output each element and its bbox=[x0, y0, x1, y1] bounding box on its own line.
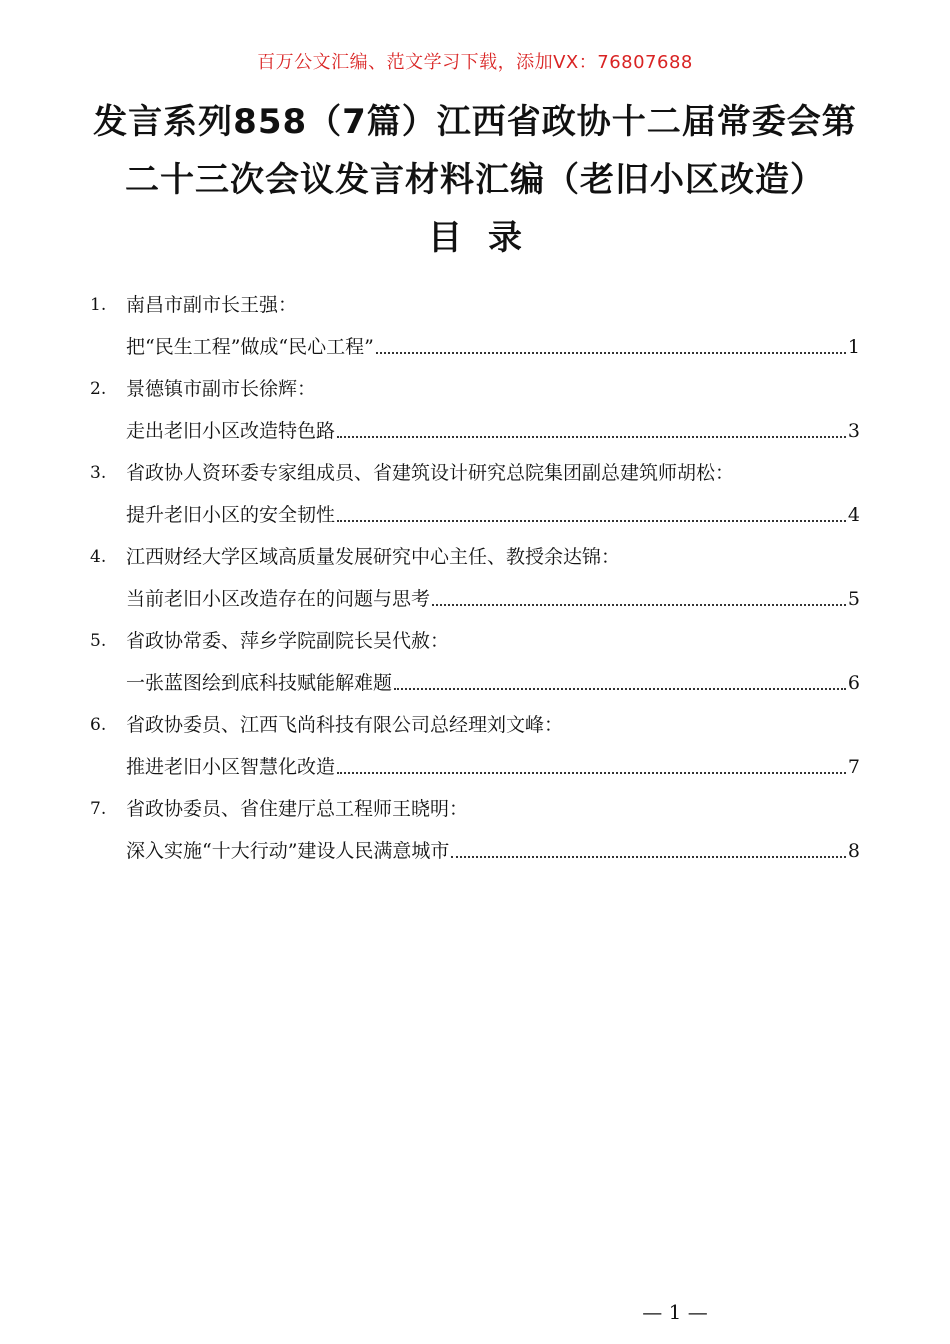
page-number bbox=[0, 1300, 950, 1324]
toc-entry[interactable] bbox=[90, 284, 860, 368]
toc-dot-leader bbox=[337, 746, 846, 774]
title-line-1: 发言系列858（7篇）江西省政协十二届常委会第 bbox=[93, 102, 857, 142]
toc-entry-title: 提升老旧小区的安全韧性 bbox=[126, 504, 336, 526]
toc-entry-page: 8 bbox=[847, 840, 860, 862]
toc-entry-number: 6. bbox=[90, 715, 107, 735]
toc-entry-number: 7. bbox=[90, 799, 107, 819]
toc-entry[interactable] bbox=[90, 452, 860, 536]
toc-entry-page: 7 bbox=[847, 756, 860, 778]
toc-entry-page: 1 bbox=[847, 336, 860, 358]
toc-entry-heading bbox=[90, 452, 860, 494]
toc-entry[interactable] bbox=[90, 536, 860, 620]
title-line-2: 二十三次会议发言材料汇编（老旧小区改造） bbox=[125, 160, 825, 200]
toc-dot-leader bbox=[337, 410, 846, 438]
toc-entry[interactable] bbox=[90, 704, 860, 788]
toc-entry-number: 1. bbox=[90, 295, 107, 315]
toc-entry-speaker: 省政协常委、萍乡学院副院长吴代赦： bbox=[126, 630, 450, 652]
toc-entry-speaker: 省政协委员、省住建厅总工程师王晓明： bbox=[126, 798, 469, 820]
toc-entry-number: 4. bbox=[90, 547, 107, 567]
toc-entry-number: 3. bbox=[90, 463, 107, 483]
toc-entry-page: 3 bbox=[847, 420, 860, 442]
toc-entry-speaker: 景德镇市副市长徐辉： bbox=[126, 378, 317, 400]
toc-dot-leader bbox=[394, 662, 846, 690]
toc-entry[interactable] bbox=[90, 368, 860, 452]
toc-entry-detail bbox=[90, 410, 860, 452]
toc-entry-title: 深入实施“十大行动”建设人民满意城市 bbox=[126, 840, 450, 862]
toc-entry-speaker: 江西财经大学区域高质量发展研究中心主任、教授余达锦： bbox=[126, 546, 621, 568]
page-number-text: — 1 — bbox=[642, 1300, 708, 1324]
table-of-contents bbox=[90, 284, 860, 872]
toc-entry-page: 5 bbox=[847, 588, 860, 610]
toc-entry-detail bbox=[90, 578, 860, 620]
toc-entry-page: 6 bbox=[847, 672, 860, 694]
toc-entry-speaker: 省政协委员、江西飞尚科技有限公司总经理刘文峰： bbox=[126, 714, 564, 736]
toc-dot-leader bbox=[337, 494, 846, 522]
toc-entry-heading bbox=[90, 620, 860, 662]
toc-entry[interactable] bbox=[90, 788, 860, 872]
watermark-banner: 百万公文汇编、范文学习下载，添加VX：76807688 bbox=[257, 52, 693, 73]
toc-entry-detail bbox=[90, 494, 860, 536]
toc-entry-title: 当前老旧小区改造存在的问题与思考 bbox=[126, 588, 431, 610]
toc-entry-heading bbox=[90, 284, 860, 326]
toc-entry-detail bbox=[90, 662, 860, 704]
toc-entry-title: 推进老旧小区智慧化改造 bbox=[126, 756, 336, 778]
toc-entry-heading bbox=[90, 536, 860, 578]
toc-entry[interactable] bbox=[90, 620, 860, 704]
toc-entry-title: 一张蓝图绘到底科技赋能解难题 bbox=[126, 672, 393, 694]
toc-dot-leader bbox=[432, 578, 846, 606]
toc-entry-title: 走出老旧小区改造特色路 bbox=[126, 420, 336, 442]
toc-entry-detail bbox=[90, 326, 860, 368]
toc-dot-leader bbox=[376, 326, 846, 354]
toc-entry-speaker: 南昌市副市长王强： bbox=[126, 294, 298, 316]
toc-entry-heading bbox=[90, 368, 860, 410]
toc-dot-leader bbox=[451, 830, 845, 858]
toc-entry-detail bbox=[90, 830, 860, 872]
toc-entry-title: 把“民生工程”做成“民心工程” bbox=[126, 336, 374, 358]
toc-entry-detail bbox=[90, 746, 860, 788]
toc-heading: 目录 bbox=[428, 218, 548, 258]
toc-entry-number: 5. bbox=[90, 631, 107, 651]
toc-entry-speaker: 省政协人资环委专家组成员、省建筑设计研究总院集团副总建筑师胡松： bbox=[126, 462, 735, 484]
toc-entry-page: 4 bbox=[847, 504, 860, 526]
toc-entry-heading bbox=[90, 704, 860, 746]
toc-entry-number: 2. bbox=[90, 379, 107, 399]
toc-entry-heading bbox=[90, 788, 860, 830]
